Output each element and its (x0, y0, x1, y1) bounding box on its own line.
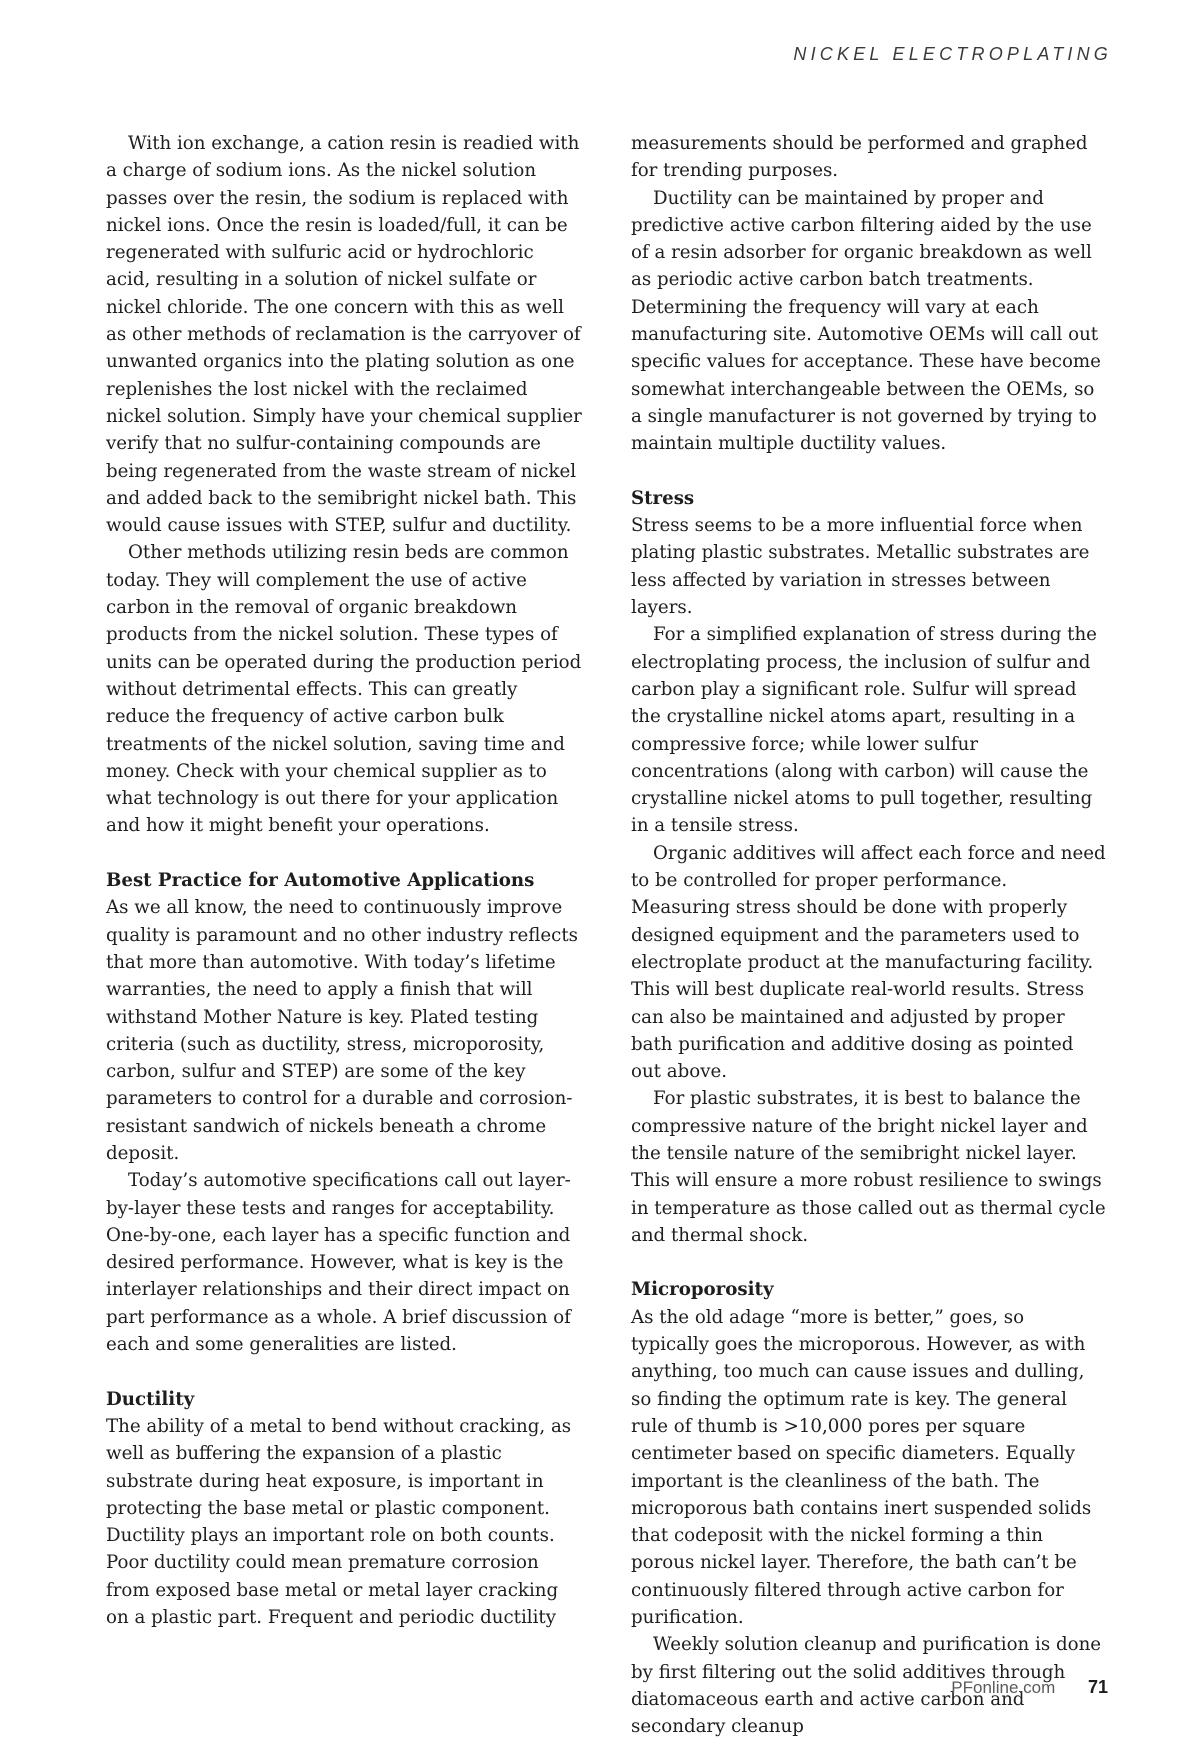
paragraph: measurements should be performed and graphed for trending purposes. (631, 133, 1088, 182)
paragraph: As the old adage “more is better,” goes, so typically goes the microporous. However, as with anything, too much can cause issues and dulling, so finding the optimum rate is key. The general rule of thumb is >10,000 pores per square centimeter based on specific diameters. Equally important is the cleanliness of the bath. The microporous bath contains inert suspended solids that codeposit with the nickel forming a thin porous nickel layer. Therefore, the bath can’t be continuously filtered through active carbon for purification. (631, 1306, 1092, 1629)
section-heading-best-practice: Best Practice for Automotive Applications (106, 870, 535, 892)
section-heading-ductility: Ductility (106, 1388, 195, 1410)
running-head: NICKEL ELECTROPLATING (793, 44, 1112, 64)
paragraph: As we all know, the need to continuously improve quality is paramount and no other industry reflects that more than automotive. With today’s lifetime warranties, the need to apply a finish that will withstand Mother Nature is key. Plated testing criteria (such as ductility, stress, microporosity, carbon, sulfur and STEP) are some of the key parameters to control for a durable and corrosion-resistant sandwich of nickels beneath a chrome deposit. (106, 897, 578, 1164)
paragraph: For a simplified explanation of stress during the electroplating process, the inclusion of sulfur and carbon play a significant role. Sulfur will spread the crystalline nickel atoms apart, resulting in a compressive force; while lower sulfur concentrations (along with carbon) will cause the crystalline nickel atoms to pull together, resulting in a tensile stress. (631, 624, 1097, 837)
section-heading-stress: Stress (631, 487, 695, 509)
paragraph: Organic additives will affect each force and need to be controlled for proper performance. Measuring stress should be done with properly designed equipment and the parameters used to electroplate product at the manufacturing facility. This will best duplicate real-world results. Stress can also be maintained and adjusted by proper bath purification and additive dosing as pointed out above. (631, 842, 1106, 1083)
paragraph: Ductility can be maintained by proper and predictive active carbon filtering aided by the use of a resin adsorber for organic breakdown as well as periodic active carbon batch treatments. Determining the frequency will vary at each manufacturing site. Automotive OEMs will call out specific values for acceptance. These have become somewhat interchangeable between the OEMs, so a single manufacturer is not governed by trying to maintain multiple ductility values. (631, 187, 1101, 455)
left-column (106, 130, 582, 1631)
page-footer (951, 1677, 1108, 1698)
paragraph: Today’s automotive specifications call out layer-by-layer these tests and ranges for acceptability. One-by-one, each layer has a specific function and desired performance. However, what is key is the interlayer relationships and their direct impact on part performance as a whole. A brief discussion of each and some generalities are listed. (106, 1170, 571, 1356)
footer-site-link[interactable]: PFonline.com (951, 1678, 1056, 1697)
page-number: 71 (1087, 1677, 1108, 1697)
paragraph: Weekly solution cleanup and purification is done by first filtering out the solid additives through diatomaceous earth and active carbon and secondary cleanup (631, 1634, 1102, 1738)
paragraph: With ion exchange, a cation resin is readied with a charge of sodium ions. As the nickel solution passes over the resin, the sodium is replaced with nickel ions. Once the resin is loaded/full, it can be regenerated with sulfuric acid or hydrochloric acid, resulting in a solution of nickel sulfate or nickel chloride. The one concern with this as well as other methods of reclamation is the carryover of unwanted organics into the plating solution as one replenishes the lost nickel with the reclaimed nickel solution. Simply have your chemical supplier verify that no sulfur-containing compounds are being regenerated from the waste stream of nickel and added back to the semibright nickel bath. This would cause issues with STEP, sulfur and ductility. (106, 133, 582, 537)
paragraph: Other methods utilizing resin beds are common today. They will complement the use of active carbon in the removal of organic breakdown products from the nickel solution. These types of units can be operated during the production period without detrimental effects. This can greatly reduce the frequency of active carbon bulk treatments of the nickel solution, saving time and money. Check with your chemical supplier as to what technology is out there for your application and how it might benefit your operations. (106, 542, 582, 837)
right-column (631, 130, 1107, 1741)
paragraph: For plastic substrates, it is best to balance the compressive nature of the bright nickel layer and the tensile nature of the semibright nickel layer. This will ensure a more robust resilience to swings in temperature as those called out as thermal cycle and thermal shock. (631, 1088, 1106, 1246)
paragraph: Stress seems to be a more influential force when plating plastic substrates. Metallic substrates are less affected by variation in stresses between layers. (631, 515, 1090, 619)
section-heading-microporosity: Microporosity (631, 1279, 774, 1301)
paragraph: The ability of a metal to bend without cracking, as well as buffering the expansion of a plastic substrate during heat exposure, is important in protecting the base metal or plastic component. Ductility plays an important role on both counts. Poor ductility could mean premature corrosion from exposed base metal or metal layer cracking on a plastic part. Frequent and periodic ductility (106, 1415, 572, 1629)
